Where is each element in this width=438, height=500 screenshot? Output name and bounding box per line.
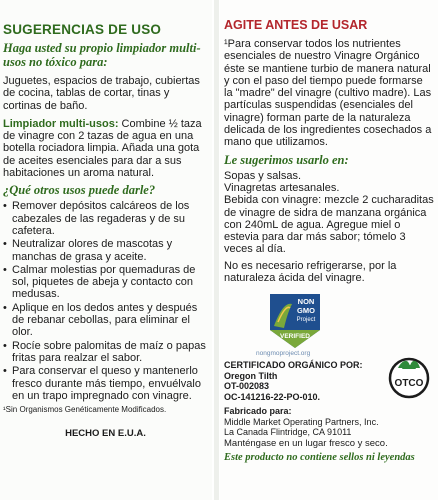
list-item: • Calmar molestias por quemaduras de sol, piquetes de abeja y contacto con medusas. bbox=[3, 264, 208, 301]
nongmo-line2: GMO bbox=[297, 306, 315, 316]
keep-text: Manténgase en un lugar fresco y seco. bbox=[224, 437, 388, 449]
cert-heading: CERTIFICADO ORGÁNICO POR: bbox=[224, 360, 363, 371]
cleaner-label: Limpiador multi-usos: bbox=[3, 117, 119, 130]
cert-line: Oregon Tilth bbox=[224, 370, 278, 381]
lead-text: Haga usted su propio limpiador multi-usos no tóxico para: bbox=[3, 41, 201, 69]
panel-divider bbox=[214, 0, 219, 500]
cleaner-text: Combine ½ taza de vinagre con 2 tazas de agua en una botella rociadora limpia. Añada una gota de aceites esenciales para dar a sus habitaciones un aroma natural. bbox=[3, 117, 202, 180]
cert-line: OC-141216-22-PO-010. bbox=[224, 391, 321, 402]
mfr-line: Middle Market Operating Partners, Inc. bbox=[224, 416, 379, 427]
intro-text: ¹Para conservar todos los nutrientes esenciales de nuestro Vinagre Orgánico éste se mantiene turbio de manera natural y con el paso del tiempo puede formarse la "madre" del vinagre (cultivo madre). Las partículas suspendidas (esenciales del vinagre) forman parte de la naturaleza delicada de los ingredientes cosechados a mano que utilizamos. bbox=[224, 38, 432, 149]
gmo-footnote: ¹Sin Organismos Genéticamente Modificados. bbox=[3, 405, 167, 415]
non-gmo-icon bbox=[262, 290, 328, 350]
mfr-heading: Fabricado para: bbox=[224, 406, 292, 417]
suggest-heading: Le sugerimos usarlo en: bbox=[224, 152, 349, 167]
other-uses-heading: ¿Qué otros usos puede darle? bbox=[3, 183, 156, 198]
uses-list bbox=[3, 200, 208, 402]
mfr-line: La Canada Flintridge, CA 91011 bbox=[224, 427, 352, 438]
storage-text: No es necesario refrigerarse, por la naturaleza ácida del vinagre. bbox=[224, 259, 397, 285]
cleaner-recipe bbox=[3, 118, 208, 179]
surfaces-text: Juguetes, espacios de trabajo, cubiertas de cocina, tablas de cortar, tinas y cortinas de baño. bbox=[3, 75, 200, 112]
manufacturer bbox=[224, 406, 434, 449]
left-panel bbox=[0, 0, 212, 500]
nongmo-line4: VERIFIED bbox=[280, 333, 310, 341]
list-item: Sopas y salsas. bbox=[224, 169, 302, 182]
certification bbox=[224, 360, 434, 402]
made-in: HECHO EN E.U.A. bbox=[65, 428, 146, 440]
list-item: • Remover depósitos calcáreos de los cabezales de las regaderas y de su cafetera. bbox=[3, 200, 208, 237]
cert-line: OT-002083 bbox=[224, 381, 270, 392]
list-item: • Neutralizar olores de mascotas y manchas de grasa y aceite. bbox=[3, 238, 208, 263]
nongmo-line3: Project bbox=[296, 317, 316, 324]
shake-title: AGITE ANTES DE USAR bbox=[224, 18, 368, 32]
suggest-lines bbox=[224, 170, 434, 195]
list-item: • Rocíe sobre palomitas de maíz o papas fritas para realzar el sabor. bbox=[3, 340, 208, 365]
nongmo-line1: NON bbox=[297, 297, 315, 307]
list-item: • Aplique en los dedos antes y después de rebanar cebollas, para eliminar el olor. bbox=[3, 302, 208, 339]
usage-title: SUGERENCIAS DE USO bbox=[3, 22, 162, 37]
list-item: Vinagretas artesanales. bbox=[224, 181, 340, 194]
otco-icon bbox=[388, 354, 430, 402]
closing-text: Este producto no contiene sellos ni leyendas bbox=[224, 452, 415, 464]
nongmo-url: nongmoproject.org bbox=[256, 350, 311, 358]
drink-text: Bebida con vinagre: mezcle 2 cucharaditas de vinagre de sidra de manzana orgánica con 240mL de agua. Agregue miel o estevia para dar más sabor; tómelo 3 veces al día. bbox=[224, 194, 434, 256]
list-item: • Para conservar el queso y mantenerlo fresco durante más tiempo, envuélvalo en un trapo impregnado con vinagre. bbox=[3, 365, 208, 402]
otco-label: OTCO bbox=[394, 378, 424, 390]
right-panel bbox=[220, 0, 438, 500]
logo-area bbox=[224, 290, 434, 358]
